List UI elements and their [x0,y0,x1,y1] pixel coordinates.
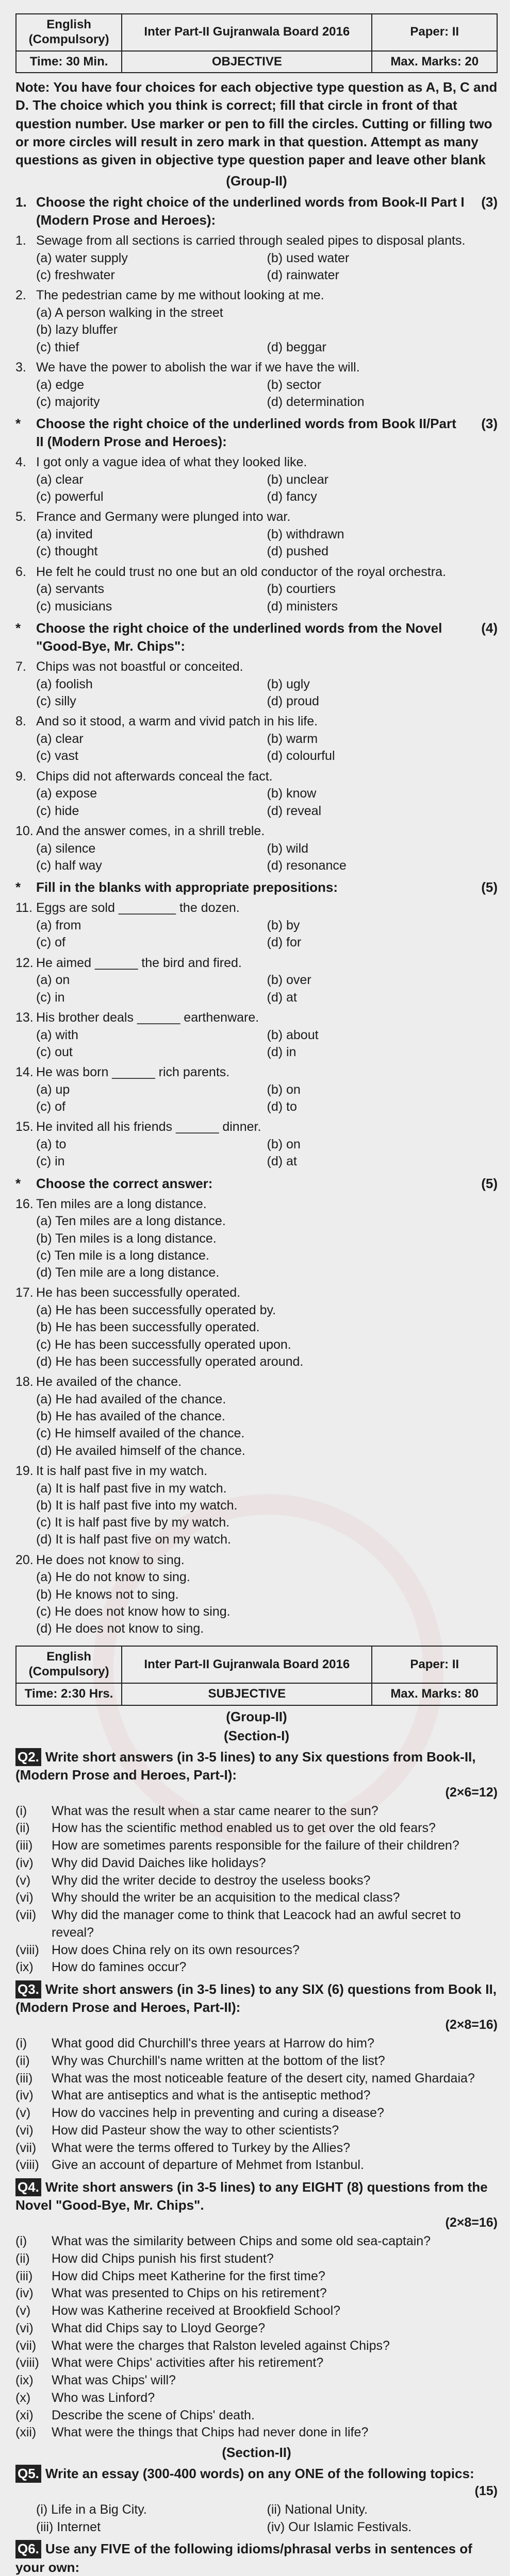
option-c: (c) out [36,1044,73,1059]
option-c: (c) in [36,1154,65,1169]
essay-topic: (i) Life in a Big City. [36,2502,147,2517]
item-number: (ix) [15,2373,34,2388]
item-text: What did Chips say to Lloyd George? [52,2320,266,2335]
item-text: Who was Linford? [52,2390,155,2405]
item-text: How has the scientific method enabled us to get over the old fears? [52,1821,436,1836]
question-block [15,1118,498,1170]
question-block [15,454,498,505]
item-text: What are antiseptics and what is the antiseptic method? [52,2088,371,2103]
option-c: (c) He himself availed of the chance. [36,1426,245,1441]
option-b: (b) sector [267,377,322,392]
question-block [15,955,498,1006]
question-block [15,359,498,411]
question-number: 3. [15,360,26,375]
option-d: (d) He availed himself of the chance. [36,1443,245,1458]
option-c: (c) powerful [36,489,104,504]
option-b: (b) warm [267,732,318,747]
short-question-list [15,1803,498,1977]
option-d: (d) fancy [267,489,317,504]
question-block [15,564,498,615]
question-label: Q3. [15,1980,41,1998]
option-b: (b) by [267,918,300,933]
section-marks: (3) [481,194,498,210]
section-label: (Section-I) [223,1727,290,1743]
item-text: What was presented to Chips on his retirement? [52,2286,327,2301]
option-d: (d) resonance [267,858,347,873]
option-a: (a) silence [36,841,96,856]
item-number: (viii) [15,2158,39,2173]
item-number: (viii) [15,2355,39,2370]
option-b: (b) wild [267,841,309,856]
section-heading [15,415,498,451]
section-number: 1. [15,194,27,210]
item-text: What was the result when a star came nearer to the sun? [52,1803,379,1818]
item-number: (v) [15,2106,31,2121]
question-number: 18. [15,1375,34,1389]
item-number: (iii) [15,1838,33,1853]
option-c: (c) He has been successfully operated upon. [36,1337,291,1352]
option-b: (b) He knows not to sing. [36,1587,179,1602]
question-text: And the answer comes, in a shrill treble. [36,823,265,838]
option-d: (d) determination [267,394,365,409]
item-number: (iv) [15,2286,34,2301]
question-text: Eggs are sold ________ the dozen. [36,901,240,916]
item-text: Describe the scene of Chips' death. [52,2408,255,2422]
item-number: (vi) [15,2320,34,2335]
option-a: (a) A person walking in the street [36,306,223,320]
group-label: (Group-II) [226,1708,287,1724]
question-number: 14. [15,1065,34,1080]
item-number: (v) [15,1873,31,1888]
question-number: 16. [15,1196,34,1211]
question-label: Q4. [15,2178,41,2196]
item-text: What were Chips' activities after his retirement? [52,2355,324,2370]
option-c: (c) of [36,1099,65,1114]
question-block [15,1284,498,1370]
question-heading [15,1980,498,2034]
item-number: (vii) [15,2140,37,2155]
question-number: 10. [15,823,34,838]
question-text: Chips was not boastful or conceited. [36,659,243,674]
item-number: (iv) [15,2088,34,2103]
item-number: (vi) [15,2123,34,2138]
question-text: I got only a vague idea of what they looked like. [36,455,307,470]
option-b: (b) He has availed of the chance. [36,1409,225,1424]
option-c: (c) majority [36,394,100,409]
item-number: (ii) [15,1821,30,1836]
option-c: (c) half way [36,858,102,873]
option-b: (b) unclear [267,472,328,487]
option-b: (b) courtiers [267,582,336,597]
item-number: (vi) [15,1890,34,1905]
instructions: Note: You have four choices for each objective type question as A, B, C and D. The choice which you think is correct; fill that circle in front of that question number. Use marker or pen to fill the circles. Cutting or filling two or more circles will result in zero mark in that question. Attempt as many questions as given in objective type question paper and leave other blank [15,79,498,167]
question-text: Chips did not afterwards conceal the fact. [36,769,273,784]
option-a: (a) water supply [36,250,128,265]
header-board: Inter Part-II Gujranwala Board 2016 [122,1646,372,1683]
question-text: And so it stood, a warm and vivid patch in his life. [36,714,318,729]
section-number: * [15,620,21,636]
item-text: How are sometimes parents responsible for the failure of their children? [52,1838,459,1853]
question-number: 9. [15,769,26,784]
question-text: Sewage from all sections is carried through sealed pipes to disposal plants. [36,233,466,248]
question-heading [15,1748,498,1802]
question-instruction: Write short answers (in 3-5 lines) to any Six questions from Book-II, (Modern Prose and Heroes, Part-I): [15,1749,476,1783]
question-instruction: Use any FIVE of the following idioms/phrasal verbs in sentences of your own: [15,2541,472,2575]
question-marks: (15) [474,2484,498,2499]
question-block [15,1463,498,1549]
question-number: 15. [15,1120,34,1134]
question-instruction: Write an essay (300-400 words) on any ONE of the following topics: [45,2466,474,2482]
question-number: 8. [15,714,26,729]
question-number: 5. [15,510,26,524]
question-block [15,1374,498,1460]
section-text: Choose the correct answer: [36,1175,213,1191]
option-a: (a) from [36,918,81,933]
option-d: (d) at [267,1154,297,1169]
header-time: Time: 30 Min. [16,51,122,73]
option-d: (d) rainwater [267,268,339,283]
question-block [15,658,498,710]
option-a: (a) up [36,1082,70,1097]
section-number: * [15,879,21,895]
option-a: (a) He had availed of the chance. [36,1392,226,1406]
question-text: France and Germany were plunged into war. [36,510,291,524]
question-block [15,823,498,874]
item-text: How did Pasteur show the way to other scientists? [52,2123,339,2138]
question-heading [15,2540,498,2576]
item-text: What was the similarity between Chips and some old sea-captain? [52,2234,431,2249]
question-instruction: Write short answers (in 3-5 lines) to any SIX (6) questions from Book II, (Modern Prose and Heroes, Part-II): [15,1981,497,2015]
section-text: Choose the right choice of the underlined words from the Novel "Good-Bye, Mr. Chips": [36,620,442,654]
question-block [15,232,498,284]
option-d: (d) for [267,935,302,950]
option-d: (d) reveal [267,803,322,818]
question-text: The pedestrian came by me without looking at me. [36,288,324,303]
item-text: What was the most noticeable feature of the desert city, named Ghardaia? [52,2071,475,2086]
item-number: (v) [15,2303,31,2318]
option-a: (a) to [36,1137,67,1152]
option-c: (c) hide [36,803,79,818]
question-number: 4. [15,455,26,470]
item-text: How did Chips meet Katherine for the first time? [52,2268,325,2283]
option-a: (a) foolish [36,676,93,691]
section-marks: (5) [481,879,498,895]
item-number: (xii) [15,2425,37,2440]
question-number: 6. [15,564,26,579]
item-number: (viii) [15,1942,39,1957]
question-block [15,900,498,951]
question-text: He has been successfully operated. [36,1285,241,1300]
question-block [15,713,498,765]
question-block [15,287,498,356]
header-time: Time: 2:30 Hrs. [16,1683,122,1705]
section-heading [15,878,498,896]
option-a: (a) servants [36,582,104,597]
item-number: (i) [15,2234,27,2249]
item-number: (vii) [15,2338,37,2353]
essay-topic: (iv) Our Islamic Festivals. [267,2519,412,2534]
option-c: (c) He does not know how to sing. [36,1604,231,1619]
option-a: (a) invited [36,527,93,542]
option-b: (b) used water [267,250,350,265]
item-number: (xi) [15,2408,34,2422]
option-d: (d) colourful [267,749,335,764]
section-marks: (4) [481,620,498,636]
item-number: (ii) [15,2251,30,2266]
question-heading [15,2178,498,2232]
option-a: (a) clear [36,732,84,747]
option-b: (b) Ten miles is a long distance. [36,1231,217,1246]
item-text: What good did Churchill's three years at Harrow do him? [52,2036,374,2051]
question-number: 7. [15,659,26,674]
group-label: (Group-II) [226,173,287,189]
section-number: * [15,416,21,432]
option-c: (c) silly [36,694,76,709]
question-number: 13. [15,1010,34,1025]
question-number: 11. [15,901,32,916]
item-text: What was Chips' will? [52,2373,176,2388]
option-c: (c) in [36,990,65,1005]
item-text: How does China rely on its own resources? [52,1942,300,1957]
option-b: (b) lazy bluffer [36,323,118,337]
short-question-list [15,2233,498,2442]
section-text: Choose the right choice of the underlined words from Book-II Part I (Modern Prose and Heroes): [36,194,465,228]
question-block [15,1009,498,1061]
item-text: How was Katherine received at Brookfield School? [52,2303,341,2318]
question-block [15,768,498,820]
header-marks: Max. Marks: 20 [372,51,497,73]
question-text: Ten miles are a long distance. [36,1196,207,1211]
option-d: (d) He does not know to sing. [36,1621,204,1636]
option-a: (a) clear [36,472,84,487]
item-number: (ii) [15,2053,30,2068]
option-b: (b) He has been successfully operated. [36,1320,260,1335]
question-number: 19. [15,1463,34,1478]
option-d: (d) It is half past five on my watch. [36,1532,231,1547]
option-d: (d) proud [267,694,319,709]
essay-topic-list [15,2501,498,2536]
essay-topic: (iii) Internet [36,2519,101,2534]
option-c: (c) of [36,935,65,950]
item-number: (i) [15,1803,27,1818]
item-number: (i) [15,2036,27,2051]
question-text: We have the power to abolish the war if we have the will. [36,360,360,375]
item-text: Give an account of departure of Mehmet from Istanbul. [52,2158,364,2173]
subjective-header-table [15,1646,498,1705]
section-number: * [15,1175,21,1191]
header-paper: Paper: II [372,14,497,51]
option-c: (c) It is half past five by my watch. [36,1515,230,1530]
section-marks: (5) [481,1175,498,1191]
question-block [15,1552,498,1638]
option-b: (b) It is half past five into my watch. [36,1498,238,1513]
item-number: (iii) [15,2071,33,2086]
option-d: (d) at [267,990,297,1005]
option-c: (c) musicians [36,599,112,614]
option-b: (b) know [267,786,317,801]
option-a: (a) with [36,1027,78,1042]
option-b: (b) over [267,973,311,988]
header-type: OBJECTIVE [122,51,372,73]
question-block [15,1064,498,1115]
option-b: (b) on [267,1082,301,1097]
item-text: Why did the manager come to think that Leacock had an awful secret to reveal? [52,1908,461,1940]
header-marks: Max. Marks: 80 [372,1683,497,1705]
option-c: (c) thief [36,340,79,354]
item-text: How do vaccines help in preventing and curing a disease? [52,2106,384,2121]
objective-header-table [15,13,498,73]
option-a: (a) He has been successfully operated by. [36,1303,276,1318]
question-text: He aimed ______ the bird and fired. [36,955,242,970]
item-number: (vii) [15,1908,37,1923]
header-type: SUBJECTIVE [122,1683,372,1705]
question-label: Q2. [15,1748,41,1766]
item-text: How did Chips punish his first student? [52,2251,274,2266]
option-b: (b) about [267,1027,319,1042]
option-c: (c) vast [36,749,78,764]
question-text: He does not know to sing. [36,1552,185,1567]
option-b: (b) withdrawn [267,527,344,542]
item-number: (iii) [15,2268,33,2283]
header-subject: English (Compulsory) [16,1646,122,1683]
item-number: (ix) [15,1960,34,1975]
item-text: Why did David Daiches like holidays? [52,1855,266,1870]
option-c: (c) Ten mile is a long distance. [36,1248,209,1263]
question-number: 1. [15,233,26,248]
essay-topic: (ii) National Unity. [267,2502,368,2517]
section-heading [15,619,498,655]
option-c: (c) freshwater [36,268,115,283]
option-a: (a) edge [36,377,85,392]
question-number: 2. [15,288,26,303]
item-text: What were the things that Chips had never done in life? [52,2425,369,2440]
question-number: 17. [15,1285,34,1300]
header-paper: Paper: II [372,1646,497,1683]
item-number: (x) [15,2390,31,2405]
header-board: Inter Part-II Gujranwala Board 2016 [122,14,372,51]
section-label: (Section-II) [222,2445,291,2461]
question-text: He invited all his friends ______ dinner. [36,1120,261,1134]
question-block [15,1196,498,1282]
question-number: 12. [15,955,34,970]
question-text: He availed of the chance. [36,1375,182,1389]
header-subject: English (Compulsory) [16,14,122,51]
option-d: (d) to [267,1099,297,1114]
item-text: What were the terms offered to Turkey by the Allies? [52,2140,350,2155]
option-d: (d) pushed [267,544,329,559]
question-heading [15,2465,498,2500]
question-label: Q5. [15,2465,41,2483]
question-marks: (2×8=16) [445,2018,498,2032]
option-a: (a) Ten miles are a long distance. [36,1214,226,1229]
option-d: (d) beggar [267,340,326,354]
question-marks: (2×6=12) [445,1785,498,1800]
option-a: (a) He do not know to sing. [36,1570,190,1585]
item-number: (iv) [15,1855,34,1870]
question-text: It is half past five in my watch. [36,1463,208,1478]
option-a: (a) on [36,973,70,988]
question-text: He was born ______ rich parents. [36,1065,230,1080]
section-marks: (3) [481,416,498,432]
option-a: (a) expose [36,786,97,801]
option-d: (d) ministers [267,599,338,614]
option-a: (a) It is half past five in my watch. [36,1481,227,1496]
question-label: Q6. [15,2540,41,2558]
option-d: (d) He has been successfully operated around. [36,1354,304,1369]
option-d: (d) Ten mile are a long distance. [36,1265,220,1280]
item-text: Why did the writer decide to destroy the useless books? [52,1873,371,1888]
item-text: Why should the writer be an acquisition to the medical class? [52,1890,400,1905]
section-heading [15,193,498,229]
question-number: 20. [15,1552,34,1567]
option-b: (b) ugly [267,676,310,691]
section-heading [15,1175,498,1193]
option-c: (c) thought [36,544,98,559]
item-text: How do famines occur? [52,1960,187,1975]
section-text: Choose the right choice of the underlined words from Book II/Part II (Modern Prose and Heroes): [36,416,456,450]
question-text: He felt he could trust no one but an old conductor of the royal orchestra. [36,564,446,579]
question-block [15,509,498,560]
short-question-list [15,2035,498,2174]
question-marks: (2×8=16) [445,2215,498,2230]
option-b: (b) on [267,1137,301,1152]
section-text: Fill in the blanks with appropriate prepositions: [36,879,338,895]
item-text: Why was Churchill's name written at the bottom of the list? [52,2053,385,2068]
item-text: What were the charges that Ralston leveled against Chips? [52,2338,390,2353]
question-text: His brother deals ______ earthenware. [36,1010,259,1025]
page-content [15,0,498,2576]
option-d: (d) in [267,1044,297,1059]
question-instruction: Write short answers (in 3-5 lines) to any EIGHT (8) questions from the Novel "Good-Bye, Mr. Chips". [15,2179,488,2213]
